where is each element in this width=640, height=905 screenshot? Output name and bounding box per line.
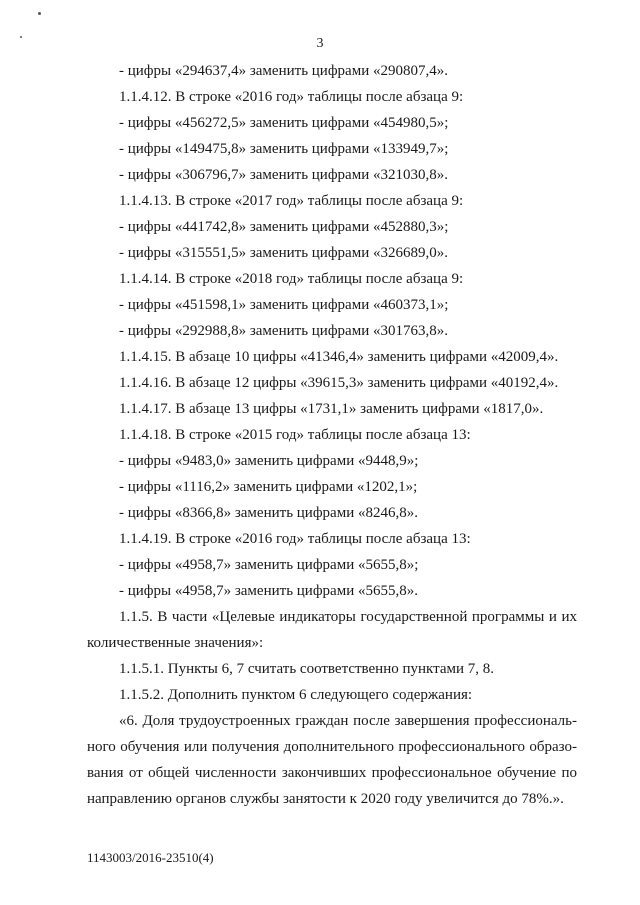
text-line: - цифры «4958,7» заменить цифрами «5655,8». — [119, 583, 418, 599]
text-line: 1.1.4.19. В строке «2016 год» таблицы после абзаца 13: — [119, 531, 471, 547]
text-line: - цифры «456272,5» заменить цифрами «454980,5»; — [119, 115, 449, 131]
text-line: ного обучения или получения дополнительного профессионального образо- — [87, 739, 577, 755]
text-line: 1.1.4.12. В строке «2016 год» таблицы после абзаца 9: — [119, 89, 464, 105]
text-line: 1.1.5.1. Пункты 6, 7 считать соответственно пунктами 7, 8. — [119, 661, 495, 677]
text-line: - цифры «441742,8» заменить цифрами «452880,3»; — [119, 219, 449, 235]
text-line: - цифры «4958,7» заменить цифрами «5655,8»; — [119, 557, 419, 573]
text-line: «6. Доля трудоустроенных граждан после завершения профессиональ- — [119, 713, 577, 729]
document-code: 1143003/2016-23510(4) — [87, 850, 214, 865]
text-line: 1.1.4.17. В абзаце 13 цифры «1731,1» заменить цифрами «1817,0». — [119, 401, 544, 417]
text-line: - цифры «1116,2» заменить цифрами «1202,1»; — [119, 479, 418, 495]
text-line: 1.1.4.15. В абзаце 10 цифры «41346,4» заменить цифрами «42009,4». — [119, 349, 559, 365]
text-line: 1.1.4.13. В строке «2017 год» таблицы после абзаца 9: — [119, 193, 464, 209]
text-line: - цифры «292988,8» заменить цифрами «301763,8». — [119, 323, 448, 339]
text-line: направлению органов службы занятости к 2020 году увеличится до 78%.». — [87, 791, 564, 807]
text-line: количественные значения»: — [87, 635, 264, 651]
scan-speck — [38, 12, 41, 15]
text-line: 1.1.4.14. В строке «2018 год» таблицы после абзаца 9: — [119, 271, 464, 287]
text-line: - цифры «9483,0» заменить цифрами «9448,9»; — [119, 453, 419, 469]
text-line: 1.1.5.2. Дополнить пунктом 6 следующего содержания: — [119, 687, 473, 703]
text-line: - цифры «451598,1» заменить цифрами «460373,1»; — [119, 297, 449, 313]
text-line: - цифры «294637,4» заменить цифрами «290807,4». — [119, 63, 448, 79]
text-line: - цифры «8366,8» заменить цифрами «8246,8». — [119, 505, 418, 521]
text-line: 1.1.4.18. В строке «2015 год» таблицы после абзаца 13: — [119, 427, 471, 443]
text-line: вания от общей численности закончивших профессиональное обучение по — [87, 765, 577, 781]
text-line: - цифры «315551,5» заменить цифрами «326689,0». — [119, 245, 448, 261]
text-line: 1.1.4.16. В абзаце 12 цифры «39615,3» заменить цифрами «40192,4». — [119, 375, 559, 391]
page-number: 3 — [316, 36, 324, 51]
text-line: - цифры «306796,7» заменить цифрами «321030,8». — [119, 167, 448, 183]
text-line: - цифры «149475,8» заменить цифрами «133949,7»; — [119, 141, 449, 157]
text-line: 1.1.5. В части «Целевые индикаторы государственной программы и их — [119, 609, 577, 625]
